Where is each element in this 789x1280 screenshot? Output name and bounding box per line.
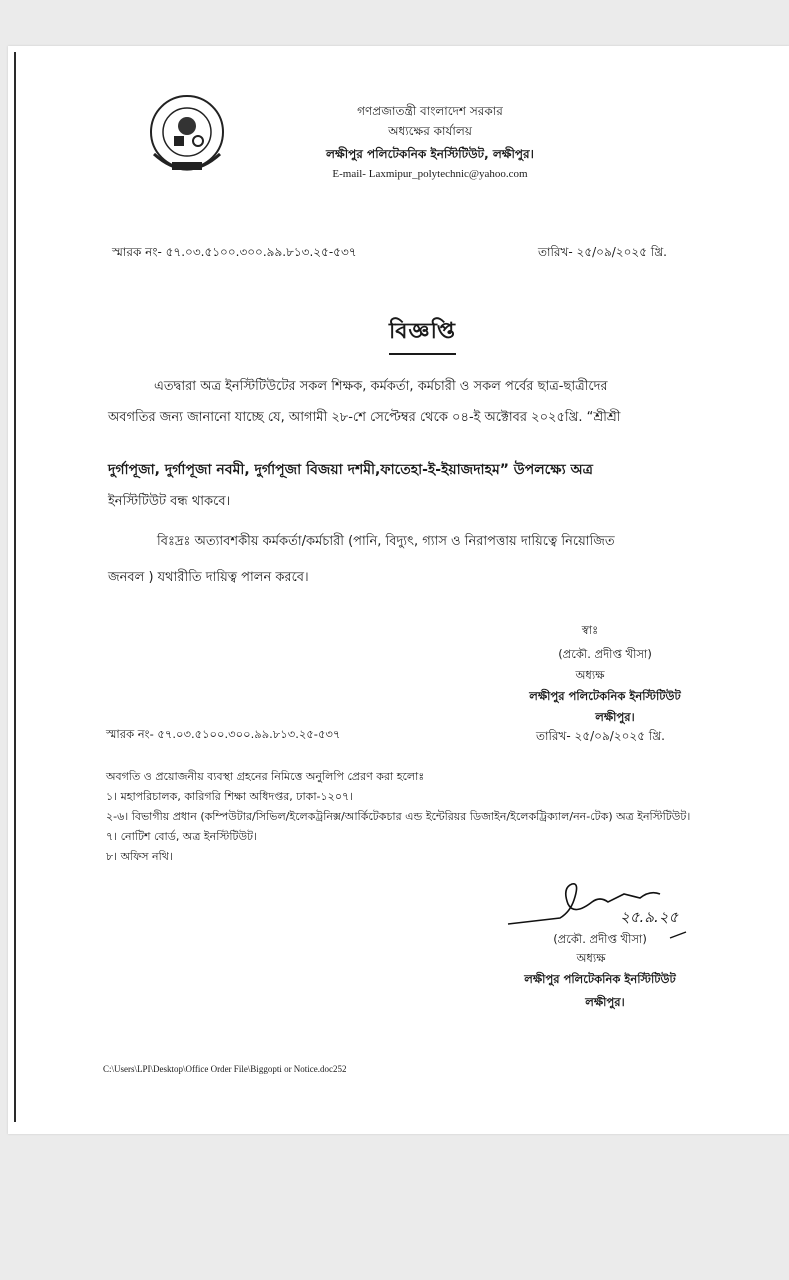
body-line-3: দুর্গাপূজা, দুর্গাপূজা নবমী, দুর্গাপূজা বিজয়া দশমী,ফাতেহা-ই-ইয়াজদাহম” উপলক্ষ্যে অত্র xyxy=(108,462,593,478)
copy-item: ২-৬। বিভাগীয় প্রধান (কম্পিউটার/সিভিল/ইলেকট্রনিক্স/আর্কিটেকচার এন্ড ইন্টেরিয়র ডিজাইন/ইলেকট্রিক্যাল/নন-টেক) অত্র ইনস্টিটিউট। xyxy=(106,810,691,823)
note-line-2: জনবল ) যথারীতি দায়িত্ব পালন করবে। xyxy=(108,570,309,585)
copy-memo-date: তারিখ- ২৫/০৯/২০২৫ খ্রি. xyxy=(536,729,665,743)
copy-intro: অবগতি ও প্রয়োজনীয় ব্যবস্থা গ্রহনের নিমিত্তে অনুলিপি প্রেরণ করা হলোঃ xyxy=(106,770,425,783)
copy-memo-reference: স্মারক নং- ৫৭.০৩.৫১০০.৩০০.৯৯.৮১৩.২৫-৫৩৭ xyxy=(106,727,341,741)
copy-item: ৭। নোটিশ বোর্ড, অত্র ইনস্টিটিউট। xyxy=(106,830,257,843)
final-signatory-institute: লক্ষীপুর পলিটেকনিক ইনস্টিটিউট xyxy=(524,972,676,986)
signatory-place: লক্ষীপুর। xyxy=(595,710,635,724)
final-signatory-designation: অধ্যক্ষ xyxy=(576,951,606,965)
signatory-institute: লক্ষীপুর পলিটেকনিক ইনস্টিটিউট xyxy=(529,689,681,703)
signatory-designation: অধ্যক্ষ xyxy=(575,668,605,682)
final-signatory-place: লক্ষীপুর। xyxy=(585,995,625,1009)
header-email: E-mail- Laxmipur_polytechnic@yahoo.com xyxy=(332,168,528,180)
note-line-1: বিঃদ্রঃ অত্যাবশকীয় কর্মকর্তা/কর্মচারী (পানি, বিদ্যুৎ, গ্যাস ও নিরাপত্তায় দায়িত্বে নিয়োজিত xyxy=(157,534,615,549)
body-line-2: অবগতির জন্য জানানো যাচ্ছে যে, আগামী ২৮-শে সেপ্টেম্বর থেকে ০৪-ই অক্টোবর ২০২৫খ্রি. “শ্রীশ্রী xyxy=(108,410,621,425)
header-government: গণপ্রজাতন্ত্রী বাংলাদেশ সরকার xyxy=(357,104,503,118)
handwritten-date: ২৫.৯.২৫ xyxy=(620,908,679,926)
final-signatory-name: (প্রকৌ. প্রদীপ্ত খীসা) xyxy=(553,932,647,946)
signatory-name: (প্রকৌ. প্রদীপ্ত খীসা) xyxy=(558,647,652,661)
header-office: অধ্যক্ষের কার্যালয় xyxy=(388,124,472,138)
scan-edge-line xyxy=(14,52,16,1122)
file-path-footer: C:\Users\LPI\Desktop\Office Order File\Biggopti or Notice.doc252 xyxy=(103,1064,347,1074)
body-line-4: ইনস্টিটিউট বন্ধ থাকবে। xyxy=(108,494,231,509)
notice-title: বিজ্ঞপ্তি xyxy=(389,314,456,355)
copy-item: ৮। অফিস নথি। xyxy=(106,850,173,863)
memo-date: তারিখ- ২৫/০৯/২০২৫ খ্রি. xyxy=(538,245,667,259)
header-institute: লক্ষীপুর পলিটেকনিক ইনস্টিটিউট, লক্ষীপুর। xyxy=(326,147,534,161)
body-line-1: এতদ্বারা অত্র ইনস্টিটিউটের সকল শিক্ষক, কর্মকর্তা, কর্মচারী ও সকল পর্বের ছাত্র-ছাত্রীদের xyxy=(154,379,608,394)
institute-logo xyxy=(146,92,228,182)
sign-mark: স্বাঃ xyxy=(581,623,599,637)
copy-item: ১। মহাপরিচালক, কারিগরি শিক্ষা অধিদপ্তর, ঢাকা-১২০৭। xyxy=(106,790,354,803)
memo-reference: স্মারক নং- ৫৭.০৩.৫১০০.৩০০.৯৯.৮১৩.২৫-৫৩৭ xyxy=(112,245,357,259)
